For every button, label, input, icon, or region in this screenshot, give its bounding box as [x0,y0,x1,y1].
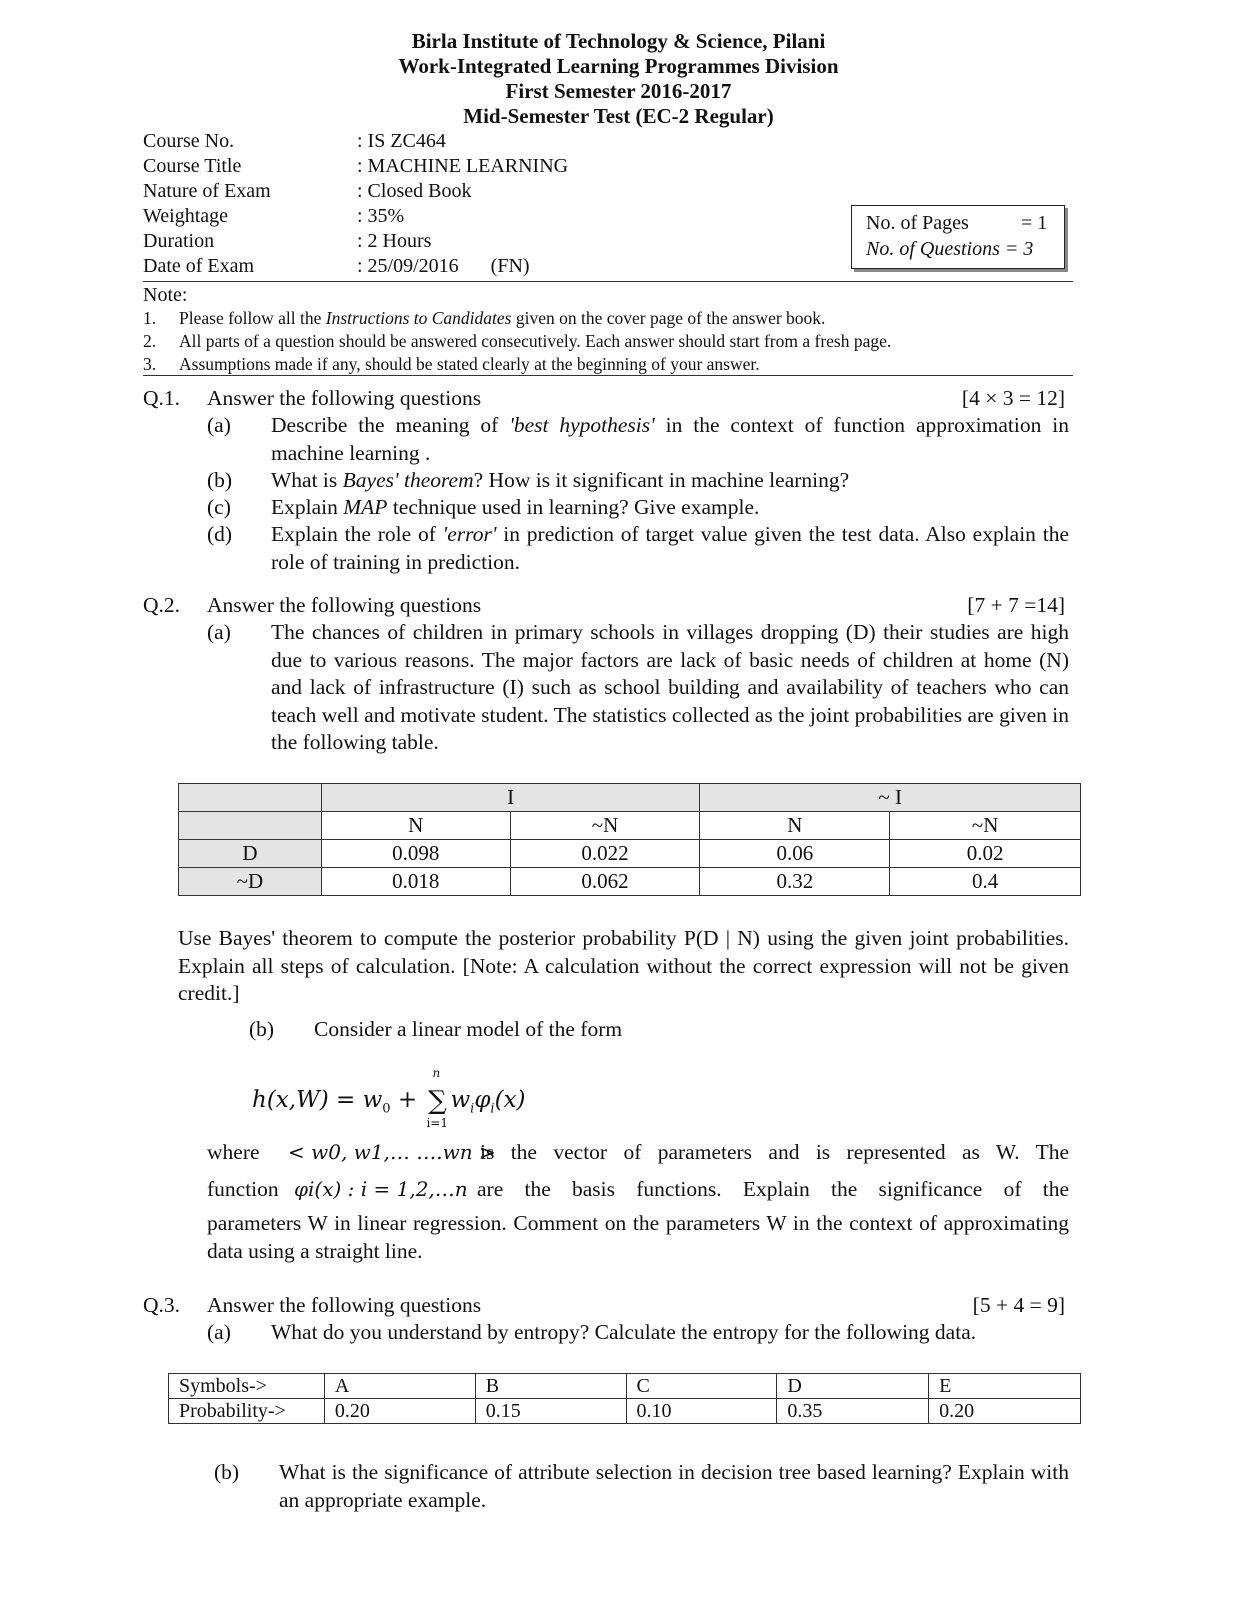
group-header-not-i: ~ I [700,784,1081,812]
summation [424,1066,450,1130]
q1c-em: MAP [343,495,388,519]
q1b-pre: What is [271,468,343,492]
q1d-post: in prediction of target value given the test data. Also explain the role of training in prediction. [271,522,1069,574]
q2a-text: The chances of children in primary schools in villages dropping (D) their studies are high due to various reasons. The major factors are lack of basic needs of children at home (N) and lack of infrastructure (I) such as school building and availability of teachers who can teach well and motivate student. The statistics collected as the joint probabilities are given in the following table. [271,620,1069,754]
info-label: Course Title [143,155,242,177]
divider [143,375,1073,376]
info-value: : IS ZC464 [357,130,446,152]
questions-value: = 3 [1004,238,1034,260]
q1c-pre: Explain [271,495,344,519]
course-info-labels [143,129,271,279]
q1a-em: 'best hypothesis' [509,413,655,437]
q1d-label: (d) [207,522,233,546]
note-text [179,307,825,330]
q3b-label: (b) [214,1460,240,1484]
q1d-em: 'error' [442,522,497,546]
q3a-text: What do you understand by entropy? Calculate the entropy for the following data. [271,1320,977,1344]
table-corner [179,784,322,812]
table-row [169,1399,1081,1424]
table-cell: C [626,1374,777,1399]
q1a-pre: Describe the meaning of [271,413,510,437]
formula-lhs: h(x,W) = w [252,1087,383,1113]
note-text-em: Instructions to Candidates [325,308,512,328]
table-row [179,784,1081,812]
table-cell: D [777,1374,929,1399]
table-cell: 0.06 [700,840,890,868]
formula-arg: (x) [494,1087,526,1113]
table-cell: 0.098 [321,840,510,868]
formula-phi: φ [474,1087,491,1113]
note-text-pre: Please follow all the [179,308,326,328]
info-value: : Closed Book [357,180,472,202]
sub-header: ~N [510,812,700,840]
table-cell: 0.02 [890,840,1081,868]
note-title: Note: [143,284,188,306]
note-text: All parts of a question should be answered consecutively. Each answer should start from a fresh page. [179,331,892,351]
pages-label: No. of Pages [866,212,969,234]
division-name: Work-Integrated Learning Programmes Division [398,54,839,78]
table-cell: 0.35 [777,1399,929,1424]
parameters-text: parameters W in linear regression. Comment on the parameters W in the context of approximating data using a straight line. [207,1211,1069,1263]
q1d-text [271,521,1069,576]
note-item [143,353,1083,376]
course-info-values [357,129,568,279]
row-header: ~D [179,868,322,896]
table-cell: 0.022 [510,840,700,868]
questions-count [866,236,1064,262]
table-corner [179,812,322,840]
exam-date: : 25/09/2016 [357,255,459,277]
q1b-text [271,467,1069,495]
q1c-text [271,494,1069,522]
q3-marks: [5 + 4 = 9] [972,1293,1065,1317]
formula-sub: i [470,1101,475,1117]
pages-value: = 1 [1021,212,1048,234]
function-label: function [207,1177,279,1201]
note-item [143,330,1083,353]
info-label: Nature of Exam [143,180,271,202]
exam-session: (FN) [490,255,530,277]
q2-number: Q.2. [143,593,181,617]
table-cell: 0.20 [324,1399,475,1424]
q1c-post: technique used in learning? Give example. [387,495,760,519]
q1b-em: Bayes' theorem [342,468,474,492]
table-row [179,812,1081,840]
q1-number: Q.1. [143,386,181,410]
table-cell: 0.062 [510,868,700,896]
group-header-i: I [321,784,700,812]
q2a-label: (a) [207,620,231,644]
linear-model-formula [252,1066,526,1130]
info-label: Weightage [143,205,229,227]
note-item [143,307,1083,330]
table-cell: A [324,1374,475,1399]
q2-title: Answer the following questions [207,593,482,617]
institute-name: Birla Institute of Technology & Science, Pilani [411,29,826,53]
table-cell: E [929,1374,1081,1399]
sub-header: N [700,812,890,840]
q2b-label: (b) [249,1017,275,1041]
q1-marks: [4 × 3 = 12] [961,386,1065,410]
table-row [179,868,1081,896]
table-cell: B [475,1374,626,1399]
info-value [357,254,568,279]
sub-header: ~N [890,812,1081,840]
row-header: Probability-> [169,1399,325,1424]
note-text-post: given on the cover page of the answer book. [511,308,826,328]
table-row [179,840,1081,868]
info-value: : 35% [357,205,405,227]
q2-marks: [7 + 7 =14] [967,593,1065,617]
table-row [169,1374,1081,1399]
q1b-label: (b) [207,468,233,492]
pages-count [866,210,1064,236]
function-text: are the basis functions. Explain the significance of the [477,1177,1069,1201]
info-value: : 2 Hours [357,230,432,252]
table-cell: 0.15 [475,1399,626,1424]
test-name: Mid-Semester Test (EC-2 Regular) [463,104,774,128]
pages-questions-box [851,205,1065,269]
q3b-text: What is the significance of attribute selection in decision tree based learning? Explain with an appropriate example. [279,1460,1069,1512]
where-label: where [207,1140,260,1164]
info-label: Date of Exam [143,255,255,277]
row-header: Symbols-> [169,1374,325,1399]
questions-label: No. of Questions [866,238,1000,260]
formula-plus: + [390,1087,425,1113]
row-header: D [179,840,322,868]
table-cell: 0.32 [700,868,890,896]
q1b-post: ? How is it significant in machine learning? [473,468,850,492]
q1a-text [271,412,1069,467]
formula-sub: 0 [382,1101,391,1117]
basis-functions: φi(x) : i = 1,2,…n [294,1177,468,1201]
sum-lower: i=1 [426,1116,448,1130]
table-cell: 0.10 [626,1399,777,1424]
q3-number: Q.3. [143,1293,181,1317]
joint-probability-table [178,783,1081,896]
q2b-text: Consider a linear model of the form [314,1017,623,1041]
table-cell: 0.4 [890,868,1081,896]
note-num: 3. [143,354,157,374]
symbol-probability-table [168,1373,1081,1424]
q1-title: Answer the following questions [207,386,482,410]
sum-sign: ∑ [428,1086,447,1116]
q1a-label: (a) [207,413,231,437]
q3a-label: (a) [207,1320,231,1344]
q1c-label: (c) [207,495,231,519]
parameter-vector: < w0, w1,… ….wn > [288,1140,496,1164]
q1a-post: in the context of function approximation in machine learning . [271,413,1069,465]
sub-header: N [321,812,510,840]
semester: First Semester 2016-2017 [505,79,732,103]
sum-upper: n [432,1066,441,1080]
where-text: is the vector of parameters and is represented as W. The [480,1140,1069,1164]
divider [143,281,1073,282]
note-list [143,307,1083,376]
bayes-instruction: Use Bayes' theorem to compute the posterior probability P(D | N) using the given joint probabilities. Explain all steps of calculation. [Note: A calculation without the correct expression will not be given credit.] [178,926,1069,1005]
formula-sub: i [490,1101,495,1117]
table-cell: 0.20 [929,1399,1081,1424]
q3-title: Answer the following questions [207,1293,482,1317]
info-label: Duration [143,230,215,252]
q1d-pre: Explain the role of [271,522,443,546]
note-text: Assumptions made if any, should be stated clearly at the beginning of your answer. [179,354,760,374]
note-num: 1. [143,308,157,328]
info-value: : MACHINE LEARNING [357,155,569,177]
note-num: 2. [143,331,157,351]
info-label: Course No. [143,130,235,152]
formula-term: w [450,1087,471,1113]
table-cell: 0.018 [321,868,510,896]
